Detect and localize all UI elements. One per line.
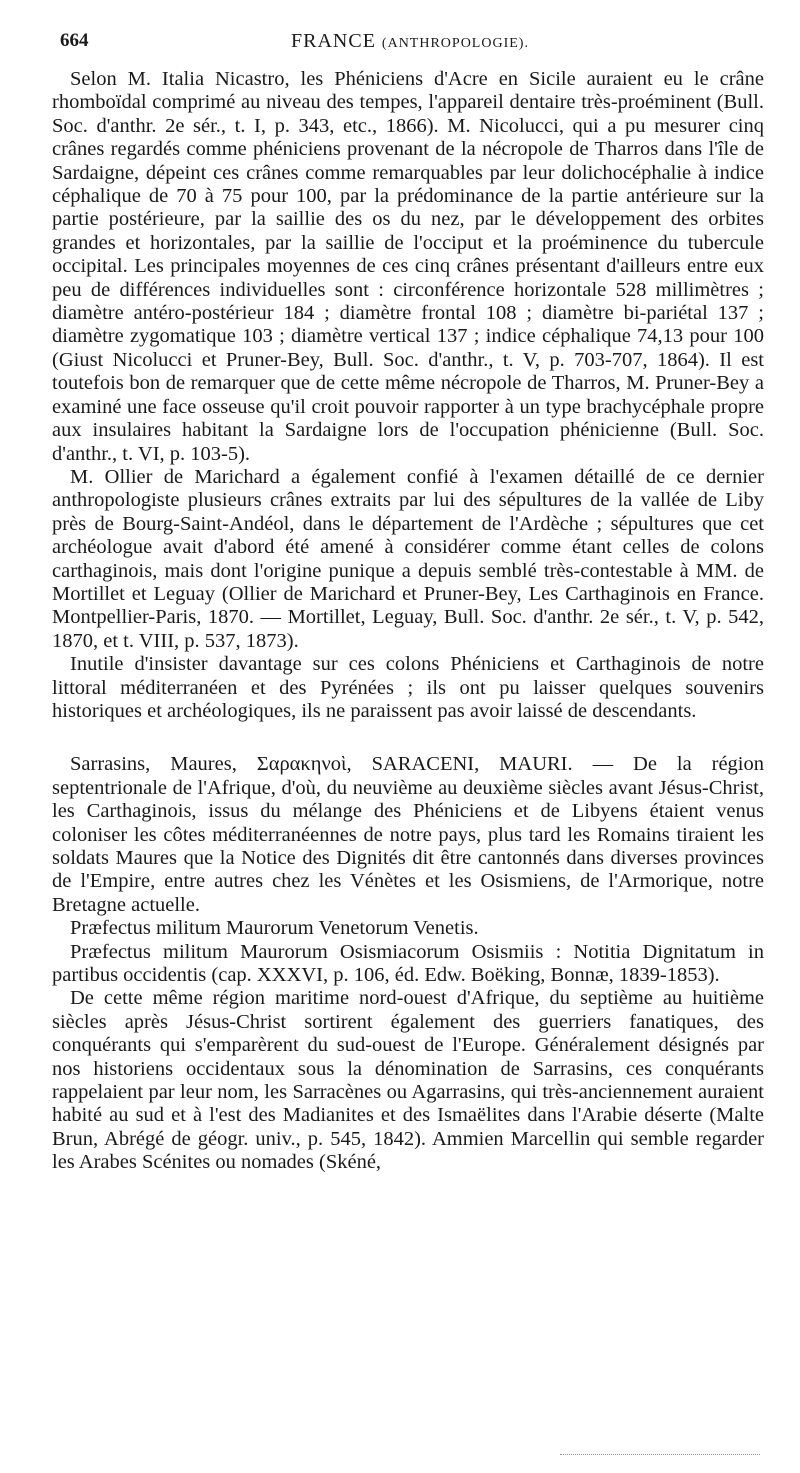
running-title-main: FRANCE	[291, 30, 376, 52]
paragraph-ollier-de-marichard: M. Ollier de Marichard a également confié à l'examen détaillé de ce dernier anthropologiste plusieurs crânes extraits par lui des sépultures de la vallée de Liby près de Bourg-Saint-Andéol, dans le département de l'Ardèche ; sépultures que cet archéologue avait d'abord été amené à considérer comme étant celles de colons carthaginois, mais dont l'origine punique a depuis semblé très-contestable à MM. de Mortillet et Leguay (Ollier de Marichard et Pruner-Bey, Les Carthaginois en France. Montpellier-Paris, 1870. — Mortillet, Leguay, Bull. Soc. d'anthr. 2e sér., t. V, p. 542, 1870, et t. VIII, p. 537, 1873).	[52, 465, 764, 652]
page-number: 664	[60, 30, 89, 51]
page-body	[52, 68, 764, 1175]
running-title	[60, 30, 760, 53]
paragraph-colons-conclusion: Inutile d'insister davantage sur ces colons Phéniciens et Carthaginois de notre littoral méditerranéen et des Pyrénées ; ils ont pu laisser quelques souvenirs historiques et archéologiques, ils ne paraissent pas avoir laissé de descendants.	[52, 653, 764, 722]
paragraph-sarrasins-maures: Sarrasins, Maures, Σαρακηνοὶ, SARACENI, MAURI. — De la région septentrionale de l'Afrique, d'où, du neuvième au deuxième siècles avant Jésus-Christ, les Carthaginois, issus du mélange des Phéniciens et de Libyens étaient venus coloniser les côtes méditerranéennes de notre pays, plus tard les Romains tiraient les soldats Maures que la Notice des Dignités dit être cantonnés dans diverses provinces de l'Empire, entre autres chez les Vénètes et les Osismiens, de l'Armorique, notre Bretagne actuelle.	[52, 753, 764, 916]
running-title-sub: (ANTHROPOLOGIE).	[381, 36, 529, 51]
paragraph-sarrasins-origin: De cette même région maritime nord-ouest d'Afrique, du septième au huitième siècles après Jésus-Christ sortirent également des guerriers fanatiques, des conquérants qui s'emparèrent du sud-ouest de l'Europe. Généralement désignés par nos historiens occidentaux sous la dénomination de Sarrasins, ces conquérants rappelaient par leur nom, les Sarracènes ou Agarrasins, qui très-anciennement auraient habité au sud et à l'est des Madianites et des Ismaëlites dans l'Arabie déserte (Malte Brun, Abrégé de géogr. univ., p. 545, 1842). Ammien Marcellin qui semble regarder les Arabes Scénites ou nomades (Skéné,	[52, 987, 764, 1174]
footer-dotted-rule	[560, 1454, 760, 1455]
page-header	[60, 30, 760, 58]
paragraph-phoenician-crania: Selon M. Italia Nicastro, les Phéniciens d'Acre en Sicile auraient eu le crâne rhomboïdal comprimé au niveau des tempes, l'appareil dentaire très-proéminent (Bull. Soc. d'anthr. 2e sér., t. I, p. 343, etc., 1866). M. Nicolucci, qui a pu mesurer cinq crânes regardés comme phéniciens provenant de la nécropole de Tharros dans l'île de Sardaigne, dépeint ces crânes comme remarquables par leur dolichocéphalie à indice céphalique de 70 à 75 pour 100, par la prédominance de la partie antérieure sur la partie postérieure, par la saillie des os du nez, par le développement des orbites grandes et horizontales, par la saillie de l'occiput et la proéminence du tubercule occipital. Les principales moyennes de ces cinq crânes présentant d'ailleurs entre eux peu de différences individuelles sont : circonférence horizontale 528 millimètres ; diamètre antéro-postérieur 184 ; diamètre frontal 108 ; diamètre bi-pariétal 137 ; diamètre zygomatique 103 ; diamètre vertical 137 ; indice céphalique 74,13 pour 100 (Giust Nicolucci et Pruner-Bey, Bull. Soc. d'anthr., t. V, p. 703-707, 1864). Il est toutefois bon de remarquer que de cette même nécropole de Tharros, M. Pruner-Bey a examiné une face osseuse qu'il croit pouvoir rapporter à un type brachycéphale propre aux insulaires habitant la Sardaigne lors de l'occupation phénicienne (Bull. Soc. d'anthr., t. VI, p. 103-5).	[52, 68, 764, 465]
quote-praefectus-osismiacorum: Præfectus militum Maurorum Osismiacorum Osismiis : Notitia Dignitatum in partibus occidentis (cap. XXXVI, p. 106, éd. Edw. Boëking, Bonnæ, 1839-1853).	[52, 940, 764, 987]
quote-praefectus-venetorum: Præfectus militum Maurorum Venetorum Venetis.	[70, 917, 479, 940]
